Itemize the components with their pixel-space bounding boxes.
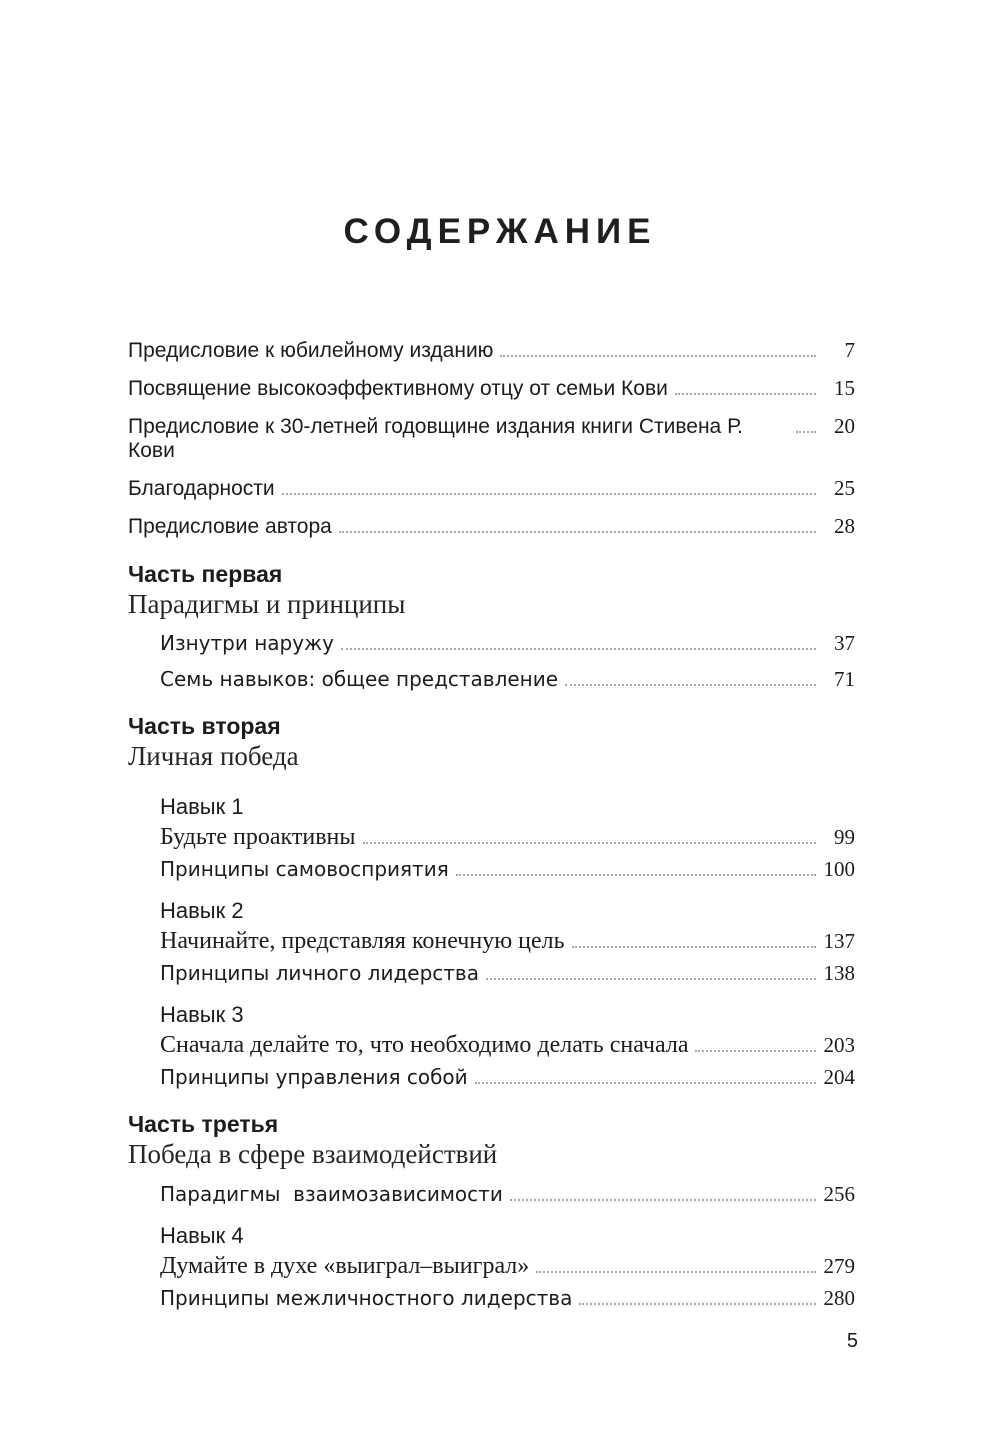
- toc-habit-label: [128, 1224, 855, 1248]
- dot-leader: [572, 946, 816, 948]
- toc-entry-text: Предисловие к юбилейному изданию: [128, 339, 494, 362]
- toc-entry-text: Часть третья: [128, 1111, 279, 1137]
- toc-principle: [128, 961, 855, 985]
- toc-entry-text: Посвящение высокоэффективному отцу от семьи Кови: [128, 377, 668, 400]
- toc-entry-text: Навык 1: [160, 794, 244, 819]
- toc-entry: [128, 514, 855, 539]
- toc-entry-text: Парадигмы взаимозависимости: [160, 1182, 503, 1206]
- page-title: СОДЕРЖАНИЕ: [343, 212, 657, 251]
- dot-leader: [341, 648, 816, 650]
- toc-entry-page: 279: [823, 1254, 855, 1278]
- toc-part-label: [128, 560, 855, 588]
- toc-entry-page: 37: [834, 631, 855, 655]
- dot-leader: [536, 1271, 816, 1273]
- dot-leader: [500, 355, 816, 357]
- toc-entry-text: Часть вторая: [128, 713, 281, 739]
- toc-entry-page: 100: [823, 857, 855, 881]
- toc-part-label: [128, 1110, 855, 1138]
- dot-leader: [796, 431, 816, 433]
- toc-entry-text: Благодарности: [128, 477, 275, 500]
- toc-entry-page: 20: [834, 414, 855, 438]
- toc-habit-title: [128, 1032, 855, 1058]
- toc-sub-medium: [128, 631, 855, 655]
- toc-principle: [128, 857, 855, 881]
- toc-entry-page: 71: [834, 667, 855, 691]
- toc-sub-medium: [128, 667, 855, 691]
- toc-entry-text: Принципы управления собой: [160, 1065, 468, 1089]
- toc-entry-text: Будьте проактивны: [160, 824, 356, 850]
- table-of-contents: [0, 338, 1000, 1310]
- toc-habit-title: [128, 928, 855, 954]
- toc-entry-page: 138: [823, 961, 855, 985]
- toc-entry: [128, 338, 855, 363]
- toc-entry-text: Изнутри наружу: [160, 631, 334, 655]
- dot-leader: [456, 874, 816, 876]
- toc-entry-page: 99: [834, 825, 855, 849]
- toc-entry-text: Часть первая: [128, 561, 283, 587]
- toc-principle: [128, 1182, 855, 1206]
- dot-leader: [486, 978, 816, 980]
- toc-habit-title: [128, 824, 855, 850]
- toc-entry-page: 7: [844, 338, 855, 362]
- toc-entry-text: Думайте в духе «выиграл–выиграл»: [160, 1253, 530, 1279]
- dot-leader: [282, 493, 816, 495]
- dot-leader: [695, 1050, 816, 1052]
- dot-leader: [579, 1303, 816, 1305]
- toc-part-label: [128, 712, 855, 740]
- toc-entry-page: 25: [834, 476, 855, 500]
- toc-entry-text: Навык 2: [160, 898, 244, 923]
- toc-entry-page: 28: [834, 514, 855, 538]
- toc-entry-page: 15: [834, 376, 855, 400]
- toc-entry-text: Принципы личного лидерства: [160, 961, 479, 985]
- toc-principle: [128, 1286, 855, 1310]
- toc-entry: [128, 376, 855, 401]
- toc-entry-page: 204: [823, 1065, 855, 1089]
- toc-entry-text: Сначала делайте то, что необходимо делать сначала: [160, 1032, 689, 1058]
- toc-entry-text: Предисловие автора: [128, 515, 332, 538]
- toc-part-name: [128, 589, 855, 619]
- dot-leader: [510, 1199, 816, 1201]
- toc-habit-label: [128, 1003, 855, 1027]
- folio-page-number: 5: [846, 1330, 858, 1352]
- toc-principle: [128, 1065, 855, 1089]
- toc-part-name: [128, 1139, 855, 1169]
- toc-habit-title: [128, 1253, 855, 1279]
- toc-habit-label: [128, 899, 855, 923]
- toc-entry: [128, 476, 855, 501]
- toc-entry-text: Победа в сфере взаимодействий: [128, 1139, 498, 1169]
- toc-entry-page: 280: [823, 1286, 855, 1310]
- toc-entry-text: Парадигмы и принципы: [128, 589, 406, 619]
- toc-part-name: [128, 741, 855, 771]
- toc-entry-page: 256: [823, 1182, 855, 1206]
- toc-habit-label: [128, 795, 855, 819]
- toc-entry-text: Принципы межличностного лидерства: [160, 1286, 573, 1310]
- toc-entry-text: Принципы самовосприятия: [160, 857, 449, 881]
- toc-entry-text: Личная победа: [128, 741, 299, 771]
- toc-entry-text: Предисловие к 30-летней годовщине издания книги Стивена Р. Кови: [128, 415, 749, 462]
- toc-entry-text: Навык 4: [160, 1223, 244, 1248]
- toc-entry-page: 137: [823, 929, 855, 953]
- toc-entry-text: Начинайте, представляя конечную цель: [160, 928, 565, 954]
- toc-entry-text: Навык 3: [160, 1002, 244, 1027]
- dot-leader: [565, 684, 816, 686]
- dot-leader: [339, 531, 816, 533]
- dot-leader: [475, 1082, 816, 1084]
- dot-leader: [675, 393, 816, 395]
- dot-leader: [363, 842, 816, 844]
- toc-entry-text: Семь навыков: общее представление: [160, 667, 559, 691]
- toc-entry: [128, 414, 855, 463]
- toc-entry-page: 203: [823, 1033, 855, 1057]
